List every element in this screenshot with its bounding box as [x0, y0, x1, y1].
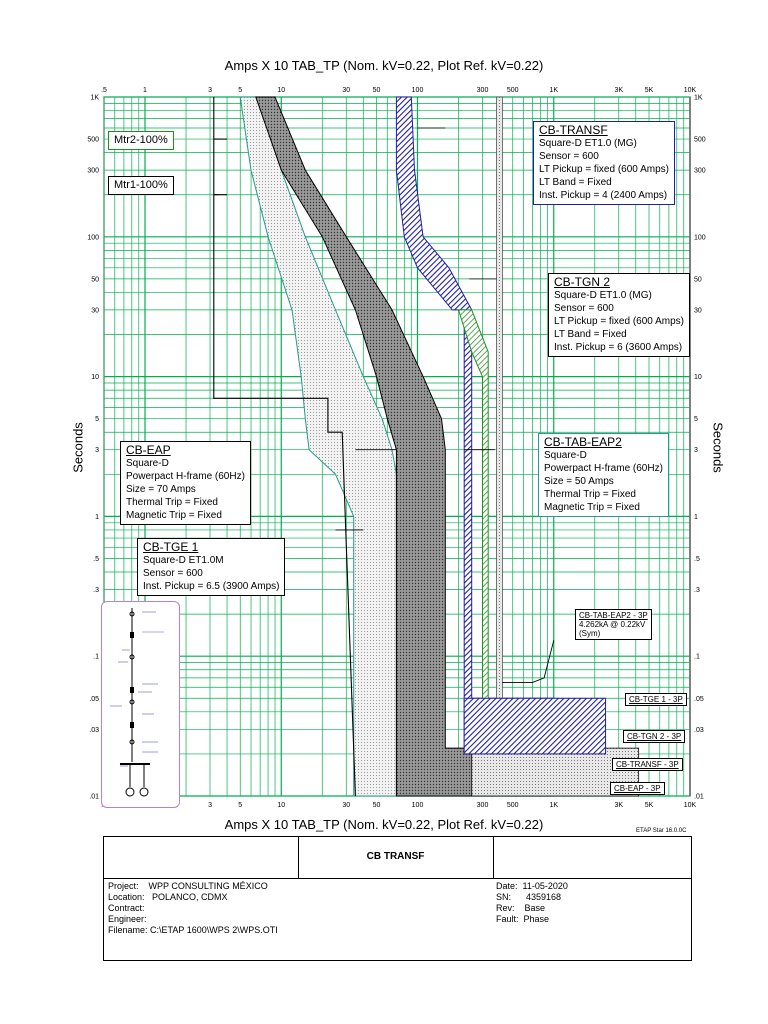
y-axis-title-left: Seconds [70, 422, 86, 473]
label-line: Magnetic Trip = Fixed [544, 502, 640, 513]
y-tick-label: 10 [694, 374, 702, 382]
label-line: Inst. Pickup = 6 (3600 Amps) [554, 342, 683, 353]
y-tick-label: .1 [694, 653, 700, 661]
y-tick-label: .3 [93, 586, 99, 594]
label-cb-tab-eap2[interactable] [538, 433, 669, 517]
label-line: Square-D ET1.0M [143, 555, 224, 566]
label-title: CB-TRANSF [539, 123, 608, 137]
y-tick-label: 3 [95, 447, 99, 455]
label-line: LT Pickup = fixed (600 Amps) [554, 316, 684, 327]
x-tick-label: 3 [208, 802, 212, 809]
x-tick-label: 50 [372, 87, 381, 94]
y-tick-label: 50 [694, 276, 702, 284]
label-title: CB-EAP [126, 443, 171, 457]
label-line: Thermal Trip = Fixed [126, 497, 218, 508]
label-line: Square-D [544, 450, 587, 461]
y-tick-label: 1K [694, 94, 703, 102]
y-tick-label: 5 [95, 416, 99, 424]
label-line: Inst. Pickup = 6.5 (3900 Amps) [143, 581, 280, 592]
label-cb-tgn2[interactable] [548, 273, 690, 357]
x-tick-label: 1K [549, 87, 559, 94]
fault-band [497, 97, 503, 796]
y-tick-label: 5 [694, 416, 698, 424]
tag-title: CB-TGN 2 - 3P [627, 732, 682, 741]
y-tick-label: .01 [694, 793, 704, 801]
x-tick-label: 10 [277, 87, 286, 94]
y-tick-label: 1 [694, 513, 698, 521]
label-line: Size = 50 Amps [544, 476, 614, 487]
x-tick-label: 30 [342, 802, 351, 809]
x-tick-label: 5 [238, 802, 243, 809]
y-tick-label: 50 [91, 276, 99, 284]
label-line: Square-D ET1.0 (MG) [554, 290, 652, 301]
x-tick-label: 10 [277, 802, 286, 809]
y-tick-label: .01 [89, 793, 99, 801]
title-block-date-info: Date: 11-05-2020 SN: 4359168 Rev: Base Fault: Phase [496, 881, 568, 924]
y-tick-label: 1 [95, 513, 99, 521]
x-tick-label: 500 [506, 802, 519, 809]
x-tick-label: 30 [342, 87, 351, 94]
label-line: Powerpact H-frame (60Hz) [544, 463, 663, 474]
tag-title: CB-EAP - 3P [614, 784, 661, 793]
label-mtr1[interactable]: Mtr1-100% [108, 176, 174, 195]
label-cb-transf[interactable] [533, 121, 675, 205]
y-tick-label: .1 [93, 653, 99, 661]
y-tick-label: .5 [694, 555, 700, 563]
y-tick-label: 500 [694, 136, 706, 144]
label-line: LT Band = Fixed [539, 177, 612, 188]
x-tick-label: 5K [644, 87, 654, 94]
one-line-diagram [102, 602, 179, 807]
x-tick-label: 3 [208, 87, 212, 94]
title-block-project-info: Project: WPP CONSULTING MÉXICO Location: POLANCO, CDMX Contract: Engineer: Filename: C:\ETAP 1600\WPS 2\WPS.OTI [108, 881, 278, 935]
y-axis-title-right: Seconds [710, 422, 726, 473]
y-tick-label: 1K [90, 94, 99, 102]
x-tick-label: 100 [411, 87, 424, 94]
instantaneous-region-transf [464, 698, 605, 754]
one-line-diagram-thumbnail[interactable] [101, 601, 180, 808]
label-line: LT Band = Fixed [554, 329, 627, 340]
label-line: LT Pickup = fixed (600 Amps) [539, 164, 669, 175]
y-tick-label: .05 [89, 695, 99, 703]
label-title: CB-TGE 1 [143, 540, 199, 554]
tag-title: CB-TAB-EAP2 - 3P [579, 611, 648, 620]
y-tick-label: 100 [87, 234, 99, 242]
x-axis-title-top: Amps X 10 TAB_TP (Nom. kV=0.22, Plot Ref. kV=0.22) [224, 58, 544, 73]
tag-cb-tge1-3p[interactable] [625, 693, 687, 706]
tag-title: CB-TRANSF - 3P [616, 760, 679, 769]
x-tick-label: 50 [372, 802, 381, 809]
y-tick-label: 10 [91, 374, 99, 382]
label-line: Sensor = 600 [143, 568, 203, 579]
label-line: Square-D [126, 458, 169, 469]
tag-fault-cb-tab-eap2[interactable] [575, 609, 652, 640]
x-tick-label: 100 [411, 802, 424, 809]
x-tick-label: 300 [476, 87, 489, 94]
x-tick-label: 5 [238, 87, 243, 94]
title-block-title: CB TRANSF [366, 851, 425, 862]
x-tick-label: 3K [614, 802, 624, 809]
y-tick-label: 500 [87, 136, 99, 144]
label-title: CB-TAB-EAP2 [544, 435, 622, 449]
tag-line: 4.262kA @ 0.22kV [579, 620, 646, 629]
tag-line: (Sym) [579, 629, 601, 638]
y-tick-label: 30 [694, 307, 702, 315]
x-tick-label: 5K [644, 802, 654, 809]
x-tick-label: 3K [614, 87, 624, 94]
y-tick-label: .03 [694, 726, 704, 734]
y-tick-label: 300 [87, 167, 99, 175]
tag-title: CB-TGE 1 - 3P [629, 695, 683, 704]
label-mtr2[interactable]: Mtr2-100% [108, 131, 174, 150]
y-tick-label: .5 [93, 555, 99, 563]
tag-cb-eap-3p[interactable] [610, 782, 665, 795]
x-axis-title-bottom: Amps X 10 TAB_TP (Nom. kV=0.22, Plot Ref. kV=0.22) [224, 817, 544, 832]
x-tick-label: 10K [683, 802, 697, 809]
y-tick-label: 300 [694, 167, 706, 175]
x-tick-label: 300 [476, 802, 489, 809]
label-line: Square-D ET1.0 (MG) [539, 138, 637, 149]
y-tick-label: 3 [694, 447, 698, 455]
label-cb-eap[interactable] [120, 441, 251, 525]
x-tick-label: .5 [101, 87, 107, 94]
label-cb-tge1[interactable] [137, 538, 285, 596]
x-tick-label: 10K [683, 87, 697, 94]
y-tick-label: 30 [91, 307, 99, 315]
x-tick-label: 500 [506, 87, 519, 94]
label-line: Magnetic Trip = Fixed [126, 510, 222, 521]
label-title: CB-TGN 2 [554, 275, 611, 289]
title-block-cell-right [493, 836, 691, 879]
label-line: Thermal Trip = Fixed [544, 489, 636, 500]
label-line: Sensor = 600 [554, 303, 614, 314]
tag-cb-tgn2-3p[interactable] [623, 730, 685, 743]
y-tick-label: .05 [694, 695, 704, 703]
x-tick-label: 1K [549, 802, 559, 809]
title-block-cell-left [103, 836, 299, 879]
label-line: Sensor = 600 [539, 151, 599, 162]
y-tick-label: 100 [694, 234, 706, 242]
x-tick-label: 1 [143, 87, 147, 94]
y-tick-label: .03 [89, 726, 99, 734]
y-tick-label: .3 [694, 586, 700, 594]
label-line: Size = 70 Amps [126, 484, 196, 495]
title-block-divider [103, 878, 690, 879]
software-version: ETAP Star 16.0.0C [636, 828, 687, 834]
tag-cb-transf-3p[interactable] [612, 758, 683, 771]
label-line: Inst. Pickup = 4 (2400 Amps) [539, 190, 668, 201]
label-line: Powerpact H-frame (60Hz) [126, 471, 245, 482]
